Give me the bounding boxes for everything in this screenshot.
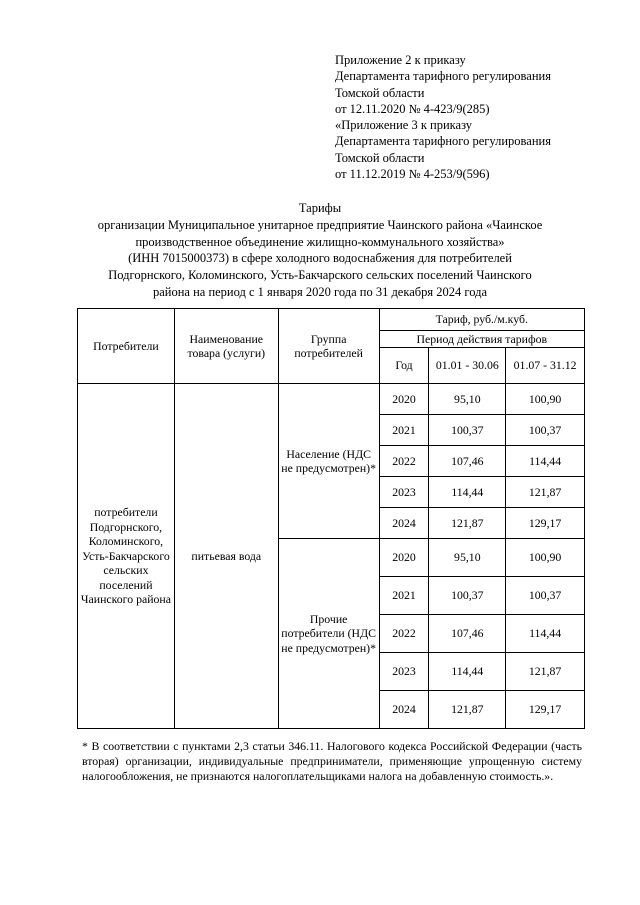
header-first-half: 01.01 - 30.06 bbox=[429, 348, 506, 384]
appendix-line: «Приложение 3 к приказу bbox=[335, 118, 473, 133]
header-year: Год bbox=[379, 348, 429, 384]
tariff-cell: 114,44 bbox=[429, 653, 506, 691]
appendix-line: Приложение 2 к приказу bbox=[335, 53, 466, 67]
tariff-cell: 114,44 bbox=[506, 446, 585, 477]
tariff-cell: 100,37 bbox=[506, 577, 585, 615]
year-cell: 2021 bbox=[379, 577, 429, 615]
tariff-table bbox=[77, 308, 585, 729]
tariff-cell: 121,87 bbox=[429, 508, 506, 539]
title-line: производственное объединение жилищно-коммунального хозяйства» bbox=[135, 234, 505, 249]
header-group: Группа потребителей bbox=[278, 309, 379, 384]
group-cell: Население (НДС не предусмотрен)* bbox=[278, 384, 379, 539]
title-line: района на период с 1 января 2020 года по 31 декабря 2024 года bbox=[152, 284, 488, 299]
consumer-cell: потребители Подгорнского, Коломинского, Усть-Бакчарского сельских поселений Чаинского района bbox=[78, 384, 175, 729]
tariff-cell: 100,37 bbox=[429, 415, 506, 446]
year-cell: 2024 bbox=[379, 508, 429, 539]
appendix-header bbox=[335, 52, 551, 182]
tariff-cell: 121,87 bbox=[506, 653, 585, 691]
year-cell: 2020 bbox=[379, 384, 429, 415]
year-cell: 2023 bbox=[379, 477, 429, 508]
tariff-cell: 121,87 bbox=[506, 477, 585, 508]
product-cell: питьевая вода bbox=[174, 384, 278, 729]
document-title bbox=[60, 200, 580, 301]
title-line: организации Муниципальное унитарное предприятие Чаинского района «Чаинское bbox=[97, 217, 543, 232]
title-line: Подгорнского, Коломинского, Усть-Бакчарского сельских поселений Чаинского bbox=[108, 268, 532, 283]
year-cell: 2024 bbox=[379, 691, 429, 729]
appendix-line: Департамента тарифного регулирования bbox=[335, 69, 551, 84]
header-tariff: Тариф, руб./м.куб. bbox=[379, 309, 584, 331]
appendix-line: от 12.11.2020 № 4-423/9(285) bbox=[335, 101, 490, 116]
header-period: Период действия тарифов bbox=[379, 331, 584, 348]
tariff-cell: 100,37 bbox=[506, 415, 585, 446]
header-second-half: 01.07 - 31.12 bbox=[506, 348, 585, 384]
tariff-cell: 107,46 bbox=[429, 615, 506, 653]
group-cell: Прочие потребители (НДС не предусмотрен)* bbox=[278, 539, 379, 729]
year-cell: 2021 bbox=[379, 415, 429, 446]
tariff-cell: 100,37 bbox=[429, 577, 506, 615]
tariff-cell: 114,44 bbox=[429, 477, 506, 508]
appendix-line: Департамента тарифного регулирования bbox=[335, 134, 551, 149]
header-consumers: Потребители bbox=[78, 309, 175, 384]
tariff-cell: 129,17 bbox=[506, 508, 585, 539]
appendix-line: Томской области bbox=[335, 85, 425, 100]
tariff-cell: 100,90 bbox=[506, 539, 585, 577]
tariff-cell: 95,10 bbox=[429, 384, 506, 415]
tariff-cell: 121,87 bbox=[429, 691, 506, 729]
footnote: * В соответствии с пунктами 2,3 статьи 346.11. Налогового кодекса Российской Федерации (часть вторая) организации, индивидуальные предприниматели, применяющие упрощенную систему налогообложения, не признаются налогоплательщиками налога на добавленную стоимость.». bbox=[82, 739, 582, 783]
title-heading: Тарифы bbox=[298, 201, 342, 215]
header-product: Наименование товара (услуги) bbox=[174, 309, 278, 384]
tariff-cell: 95,10 bbox=[429, 539, 506, 577]
year-cell: 2020 bbox=[379, 539, 429, 577]
tariff-cell: 114,44 bbox=[506, 615, 585, 653]
year-cell: 2022 bbox=[379, 615, 429, 653]
tariff-cell: 107,46 bbox=[429, 446, 506, 477]
appendix-line: Томской области bbox=[335, 150, 425, 165]
appendix-line: от 11.12.2019 № 4-253/9(596) bbox=[335, 167, 490, 182]
tariff-cell: 100,90 bbox=[506, 384, 585, 415]
tariff-cell: 129,17 bbox=[506, 691, 585, 729]
title-line: (ИНН 7015000373) в сфере холодного водоснабжения для потребителей bbox=[128, 251, 512, 266]
year-cell: 2023 bbox=[379, 653, 429, 691]
year-cell: 2022 bbox=[379, 446, 429, 477]
